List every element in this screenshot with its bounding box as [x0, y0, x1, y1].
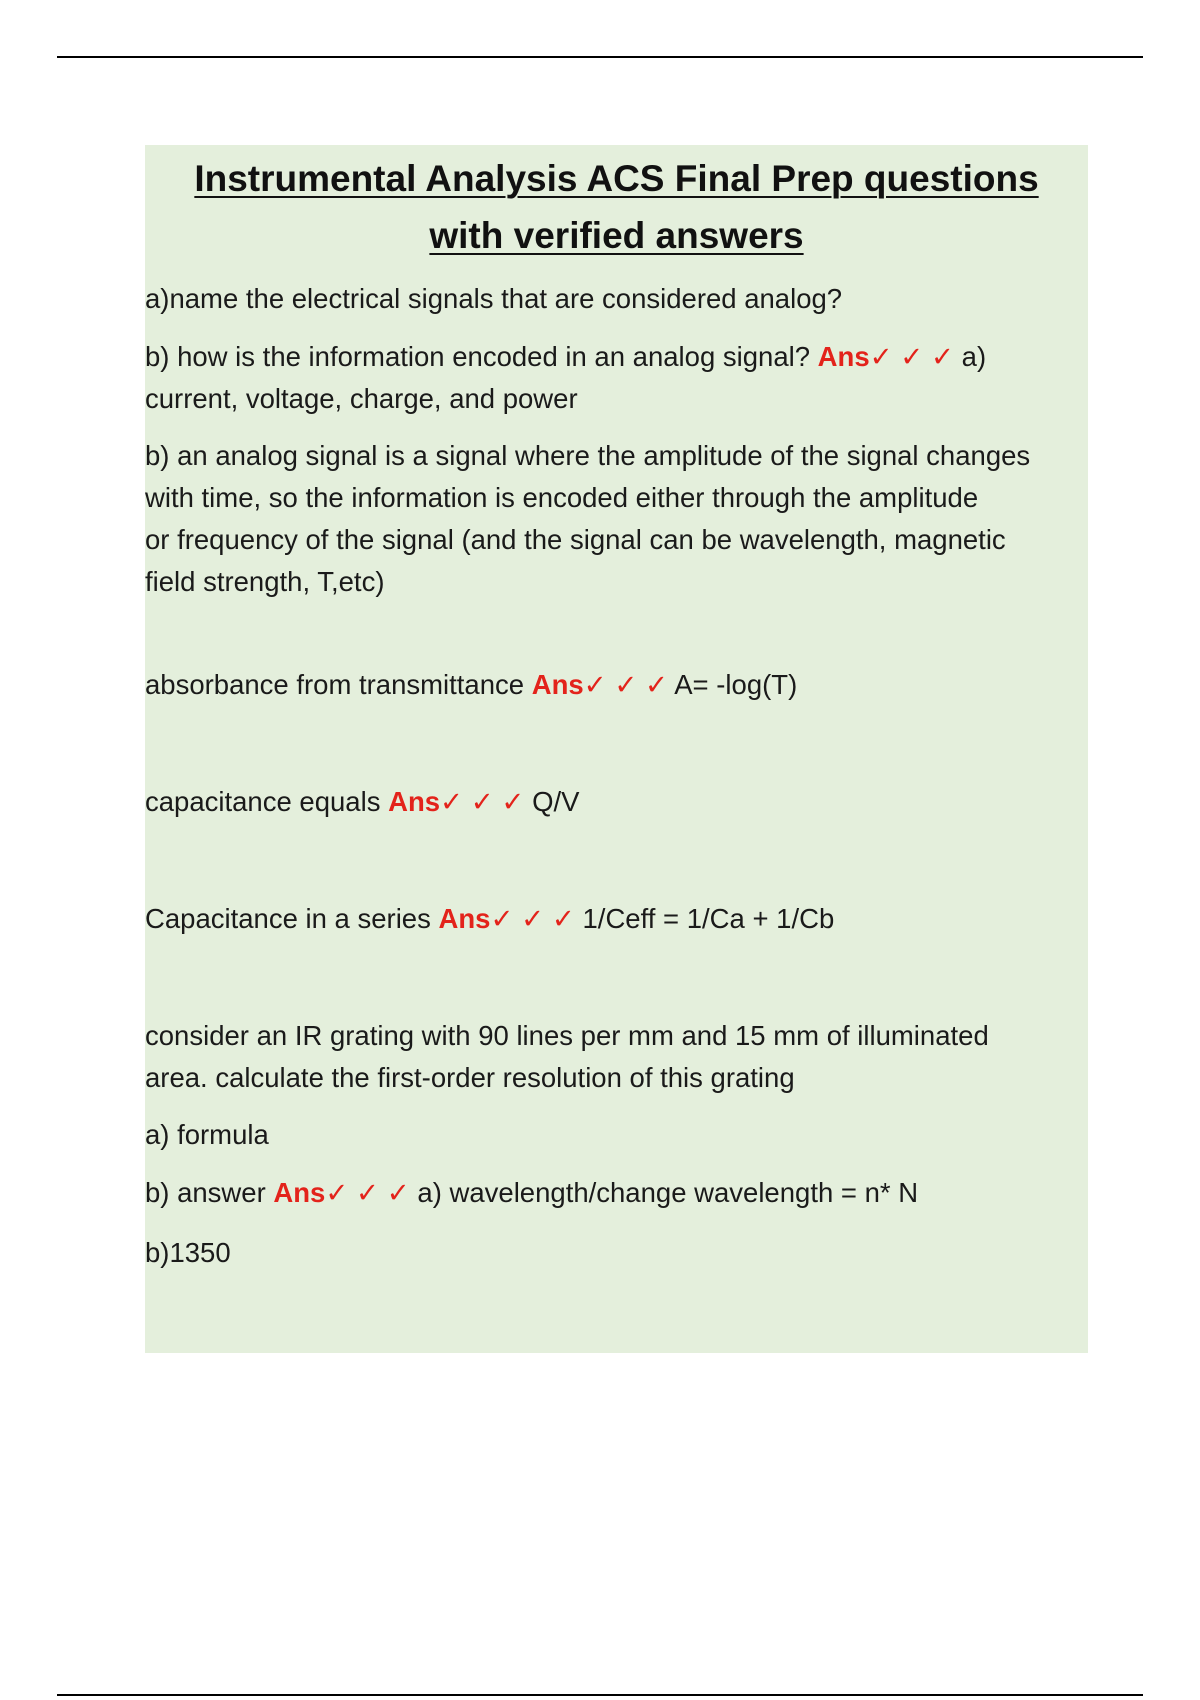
question-capacitance-series: Capacitance in a series Ans✓ ✓ ✓ 1/Ceff = 1/Ca + 1/Cb: [145, 903, 835, 934]
question-answer: b) answer Ans✓ ✓ ✓ a) wavelength/change wavelength = n* N: [145, 1177, 919, 1208]
answer-marker: Ans: [273, 1177, 326, 1208]
title-line-1: Instrumental Analysis ACS Final Prep questions: [194, 158, 1039, 199]
question-absorbance: absorbance from transmittance Ans✓ ✓ ✓ A= -log(T): [145, 669, 798, 700]
check-icon: ✓ ✓ ✓: [325, 1177, 410, 1208]
answer-marker: Ans: [531, 669, 584, 700]
question-analog-signals: a)name the electrical signals that are considered analog?: [145, 283, 843, 314]
check-icon: ✓ ✓ ✓: [440, 786, 525, 817]
title-line-2: with verified answers: [429, 215, 804, 256]
answer-marker: Ans: [388, 786, 441, 817]
answer-analog-signal: b) an analog signal is a signal where the amplitude of the signal changes with time, so the information is encoded either through the amplitude or frequency of the signal (and the signal can be wavelength, magnetic field strength, T,etc): [145, 440, 1031, 597]
document-content: [145, 145, 1088, 1353]
answer-marker: Ans: [438, 903, 491, 934]
check-icon: ✓ ✓ ✓: [583, 669, 669, 700]
header-rule: [57, 56, 1143, 58]
question-formula: a) formula: [145, 1119, 269, 1150]
page-title: [145, 145, 1088, 264]
footer-rule: [57, 1694, 1143, 1696]
check-icon: ✓ ✓ ✓: [869, 341, 955, 372]
answer-resolution: b)1350: [145, 1237, 231, 1268]
question-ir-grating: consider an IR grating with 90 lines per mm and 15 mm of illuminated area. calculate the first-order resolution of this grating: [145, 1020, 989, 1093]
question-capacitance: capacitance equals Ans✓ ✓ ✓ Q/V: [145, 786, 580, 817]
question-information-encoding: b) how is the information encoded in an analog signal? Ans✓ ✓ ✓ a) current, voltage, charge, and power: [145, 341, 987, 414]
answer-marker: Ans: [817, 341, 870, 372]
check-icon: ✓ ✓ ✓: [490, 903, 575, 934]
